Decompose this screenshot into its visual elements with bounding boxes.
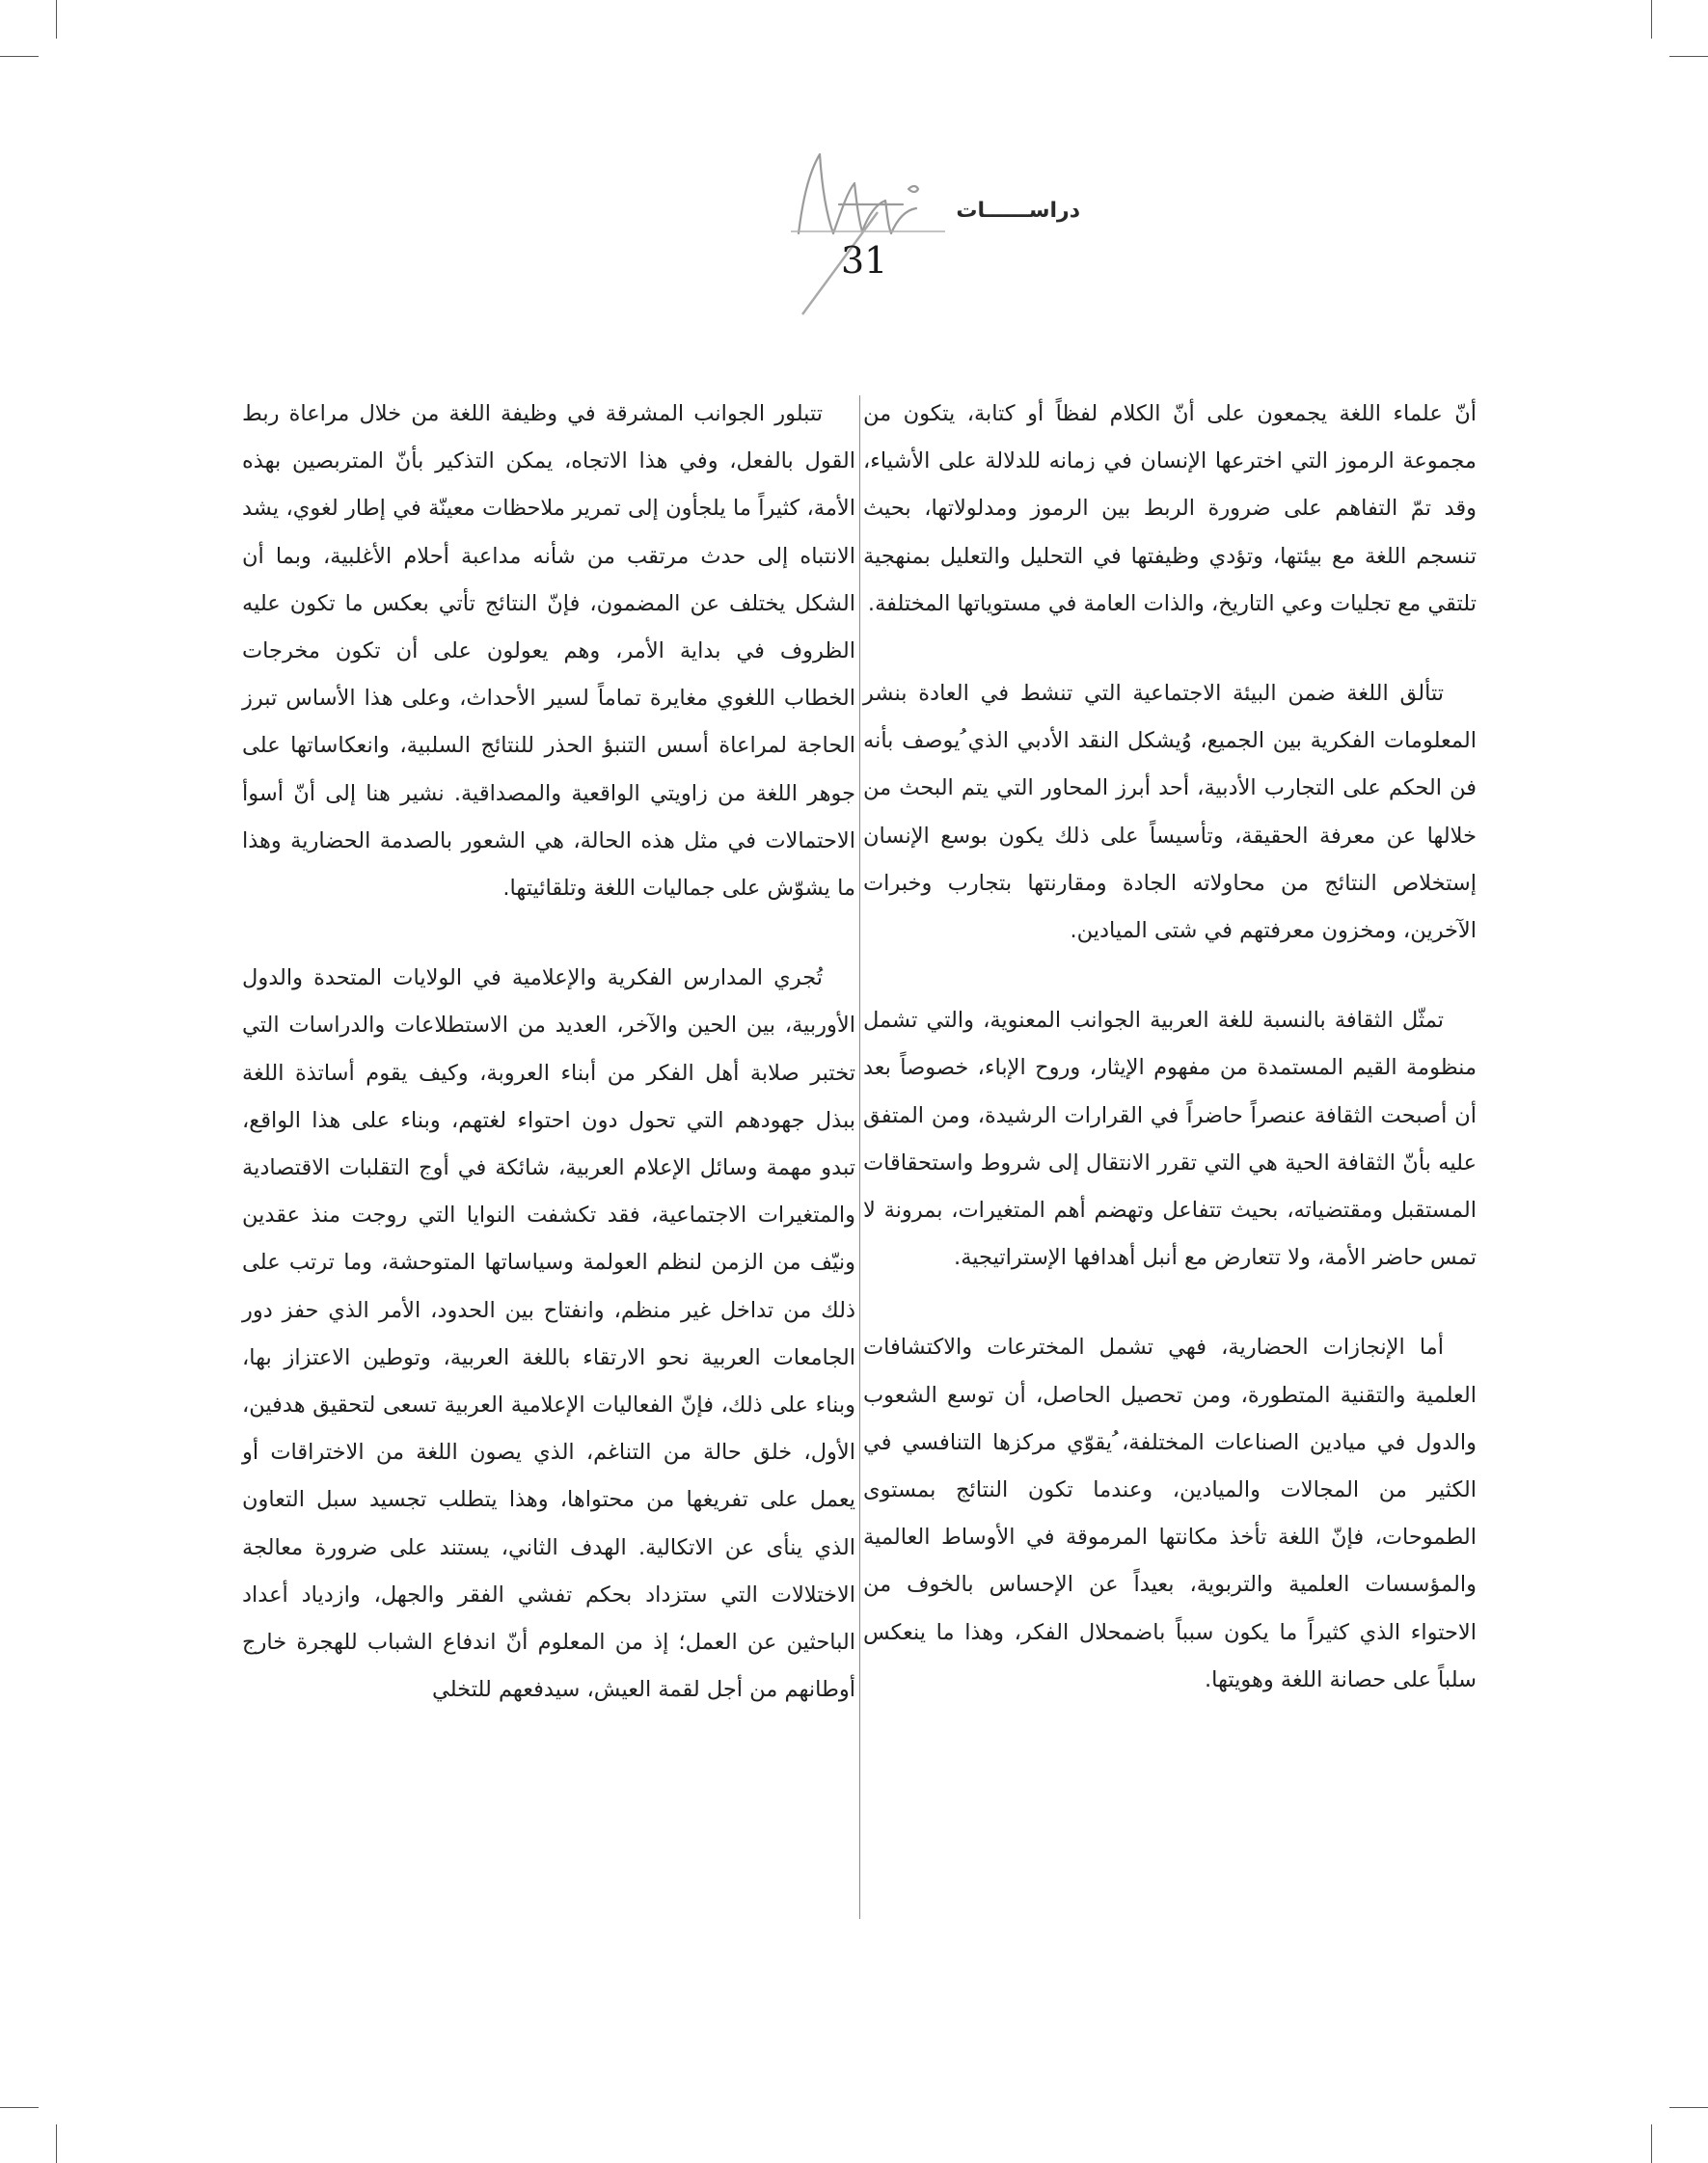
crop-mark-top-right-h bbox=[1669, 56, 1708, 57]
page-number: 31 bbox=[841, 239, 888, 282]
journal-signature-logo-icon bbox=[733, 145, 945, 318]
left-column bbox=[242, 391, 855, 1714]
paragraph: تتبلور الجوانب المشرقة في وظيفة اللغة من خلال مراعاة ربط القول بالفعل، وفي هذا الاتجاه، يمكن التذكير بأنّ المتربصين بهذه الأمة، كثيراً ما يلجأون إلى تمرير ملاحظات معينّة في إطار لغوي، يشد الانتباه إلى حدث مرتقب من شأنه مداعبة أحلام الأغلبية، وبما أن الشكل يختلف عن المضمون، فإنّ النتائج تأتي بعكس ما تكون عليه الظروف في بداية الأمر، وهم يعولون على أن تكون مخرجات الخطاب اللغوي مغايرة تماماً لسير الأحداث، وعلى هذا الأساس تبرز الحاجة لمراعاة أسس التنبؤ الحذر للنتائج السلبية، وانعكاساتها على جوهر اللغة من زاويتي الواقعية والمصداقية. نشير هنا إلى أنّ أسوأ الاحتمالات في مثل هذه الحالة، هي الشعور بالصدمة الحضارية وهذا ما يشوّش على جماليات اللغة وتلقائيتها. bbox=[242, 401, 855, 902]
paragraph: أما الإنجازات الحضارية، فهي تشمل المخترعات والاكتشافات العلمية والتقنية المتطورة، ومن تحصيل الحاصل، أن توسع الشعوب والدول في ميادين الصناعات المختلفة، ُيقوّي مركزها التنافسي في الكثير من المجالات والميادين، وعندما تكون النتائج بمستوى الطموحات، فإنّ اللغة تأخذ مكانتها المرموقة في الأوساط العالمية والمؤسسات العلمية والتربوية، بعيداً عن الإحساس بالخوف من الاحتواء الذي كثيراً ما يكون سبباً باضمحلال الفكر، وهذا ما ينعكس سلباً على حصانة اللغة وهويتها. bbox=[863, 1335, 1477, 1692]
paragraph: تُجري المدارس الفكرية والإعلامية في الولايات المتحدة والدول الأوربية، بين الحين والآخر، العديد من الاستطلاعات والدراسات التي تختبر صلابة أهل الفكر من أبناء العروبة، وكيف يقوم أساتذة اللغة ببذل جهودهم التي تحول دون احتواء لغتهم، وبناء على هذا الواقع، تبدو مهمة وسائل الإعلام العربية، شائكة في أوج التقلبات الاقتصادية والمتغيرات الاجتماعية، فقد تكشفت النوايا التي روجت منذ عقدين ونيّف من الزمن لنظم العولمة وسياساتها المتوحشة، وما ترتب على ذلك من تداخل غير منظم، وانفتاح بين الحدود، الأمر الذي حفز دور الجامعات العربية نحو الارتقاء باللغة العربية، وتوطين الاعتزاز بها، وبناء على ذلك، فإنّ الفعاليات الإعلامية العربية تسعى لتحقيق هدفين، الأول، خلق حالة من التناغم، الذي يصون اللغة من الاختراقات أو يعمل على تفريغها من محتواها، وهذا يتطلب تجسيد سبل التعاون الذي ينأى عن الاتكالية. الهدف الثاني، يستند على ضرورة معالجة الاختلالات التي ستزداد بحكم تفشي الفقر والجهل، وازدياد أعداد الباحثين عن العمل؛ إذ من المعلوم أنّ اندفاع الشباب للهجرة خارج أوطانهم من أجل لقمة العيش، سيدفعهم للتخلي bbox=[242, 965, 855, 1703]
crop-mark-bottom-left-h bbox=[0, 2107, 39, 2108]
page-header bbox=[675, 145, 1080, 318]
paragraph: أنّ علماء اللغة يجمعون على أنّ الكلام لفظاً أو كتابة، يتكون من مجموعة الرموز التي اخترعها الإنسان في زمانه للدلالة على الأشياء، وقد تمّ التفاهم على ضرورة الربط بين الرموز ومدلولاتها، بحيث تنسجم اللغة مع بيئتها، وتؤدي وظيفتها في التحليل والتعليل بمنهجية تلتقي مع تجليات وعي التاريخ، والذات العامة في مستوياتها المختلفة. bbox=[863, 401, 1477, 616]
column-divider bbox=[859, 395, 860, 1919]
paragraph: تمثّل الثقافة بالنسبة للغة العربية الجوانب المعنوية، والتي تشمل منظومة القيم المستمدة من مفهوم الإيثار، وروح الإباء، خصوصاً بعد أن أصبحت الثقافة عنصراً حاضراً في القرارات الرشيدة، ومن المتفق عليه بأنّ الثقافة الحية هي التي تقرر الانتقال إلى شروط واستحقاقات المستقبل ومقتضياته، بحيث تتفاعل وتهضم أهم المتغيرات، بمرونة لا تمس حاضر الأمة، ولا تتعارض مع أنبل أهدافها الإستراتيجية. bbox=[863, 1008, 1477, 1271]
crop-mark-top-left-v bbox=[56, 0, 57, 39]
crop-mark-top-left-h bbox=[0, 56, 39, 57]
section-label: دراســــــات bbox=[956, 199, 1080, 223]
paragraph: تتألق اللغة ضمن البيئة الاجتماعية التي تنشط في العادة بنشر المعلومات الفكرية بين الجميع، وُيشكل النقد الأدبي الذي ُيوصف بأنه فن الحكم على التجارب الأدبية، أحد أبرز المحاور التي يتم البحث من خلالها عن معرفة الحقيقة، وتأسيساً على ذلك يكون بوسع الإنسان إستخلاص النتائج من محاولاته الجادة ومقارنتها بتجارب وخبرات الآخرين، ومخزون معرفتهم في شتى الميادين. bbox=[863, 681, 1477, 944]
crop-mark-top-right-v bbox=[1651, 0, 1652, 39]
right-column bbox=[863, 391, 1477, 1704]
crop-mark-bottom-right-v bbox=[1651, 2124, 1652, 2163]
crop-mark-bottom-right-h bbox=[1669, 2107, 1708, 2108]
crop-mark-bottom-left-v bbox=[56, 2124, 57, 2163]
